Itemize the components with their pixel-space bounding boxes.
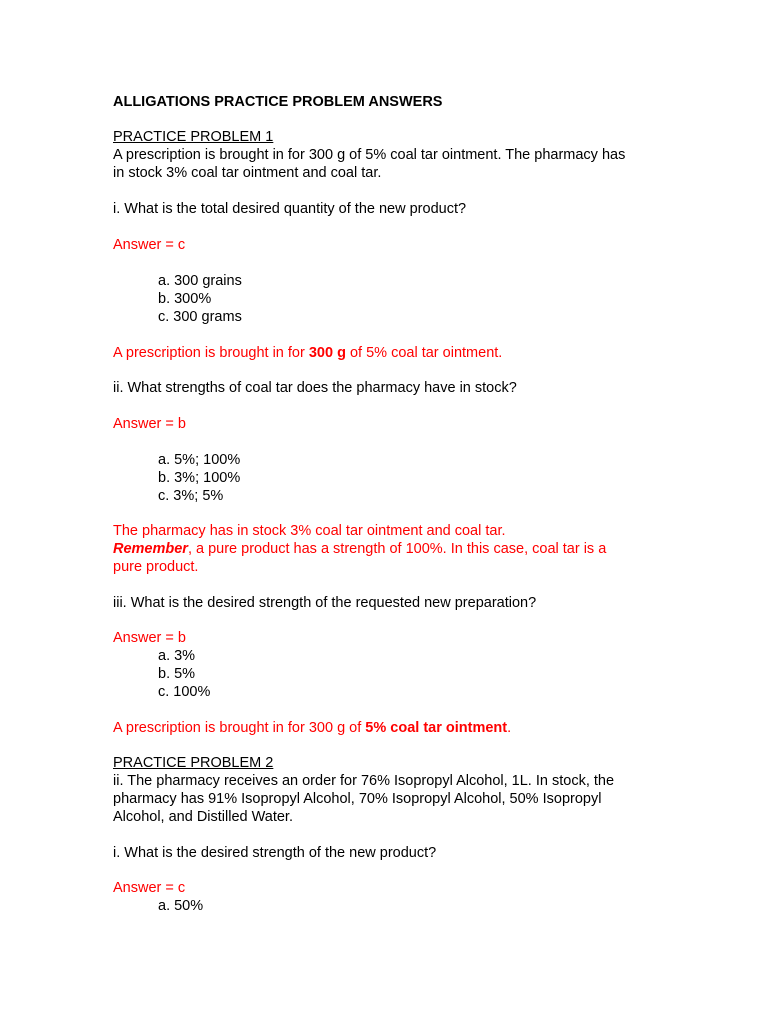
p1-q2-answer: Answer = b [113, 416, 186, 432]
p2-q1-question: i. What is the desired strength of the new product? [113, 845, 437, 861]
p1-q1-option-b: b. 300% [158, 291, 212, 307]
p1-q3-option-b: b. 5% [158, 666, 196, 682]
p1-q3-answer: Answer = b [113, 630, 186, 646]
p1-q3-question: iii. What is the desired strength of the requested new preparation? [113, 595, 537, 611]
p1-q2-explanation-line1: The pharmacy has in stock 3% coal tar ointment and coal tar. [113, 523, 506, 539]
problem2-text-line2: pharmacy has 91% Isopropyl Alcohol, 70% Isopropyl Alcohol, 50% Isopropyl [113, 791, 602, 807]
p1-q1-answer: Answer = c [113, 237, 186, 253]
p1-q3-explanation-post: . [507, 720, 512, 736]
p1-q3-explanation-bold: 5% coal tar ointment [365, 720, 508, 736]
p1-q3-explanation-pre: A prescription is brought in for 300 g of [113, 720, 366, 736]
p1-q1-explanation [113, 344, 502, 362]
problem1-text-line2: in stock 3% coal tar ointment and coal tar. [113, 165, 382, 181]
problem2-text-line3: Alcohol, and Distilled Water. [113, 809, 293, 825]
problem1-heading: PRACTICE PROBLEM 1 [113, 129, 274, 145]
p1-q2-option-c: c. 3%; 5% [158, 488, 224, 504]
p1-q2-option-b: b. 3%; 100% [158, 470, 241, 486]
p1-q1-option-c: c. 300 grams [158, 309, 242, 325]
p2-q1-answer: Answer = c [113, 880, 186, 896]
p1-q2-remember-line [113, 540, 606, 558]
p1-q1-option-a: a. 300 grains [158, 273, 242, 289]
document-title: ALLIGATIONS PRACTICE PROBLEM ANSWERS [113, 94, 443, 110]
p1-q1-explanation-pre: A prescription is brought in for [113, 345, 309, 361]
p2-q1-option-a: a. 50% [158, 898, 204, 914]
problem2-heading: PRACTICE PROBLEM 2 [113, 755, 274, 771]
remember-word: Remember [113, 541, 188, 557]
p1-q1-explanation-bold: 300 g [308, 345, 346, 361]
p1-q2-option-a: a. 5%; 100% [158, 452, 241, 468]
p1-q2-remember-line2: pure product. [113, 559, 199, 575]
problem1-text-line1: A prescription is brought in for 300 g of 5% coal tar ointment. The pharmacy has [113, 147, 626, 163]
p1-q1-question: i. What is the total desired quantity of the new product? [113, 201, 467, 217]
remember-rest: , a pure product has a strength of 100%. In this case, coal tar is a [187, 541, 607, 557]
p1-q2-question: ii. What strengths of coal tar does the pharmacy have in stock? [113, 380, 517, 396]
p1-q1-explanation-post: of 5% coal tar ointment. [345, 345, 503, 361]
p1-q3-option-a: a. 3% [158, 648, 196, 664]
problem2-text-line1: ii. The pharmacy receives an order for 76% Isopropyl Alcohol, 1L. In stock, the [113, 773, 615, 789]
p1-q3-option-c: c. 100% [158, 684, 211, 700]
p1-q3-explanation [113, 719, 511, 737]
